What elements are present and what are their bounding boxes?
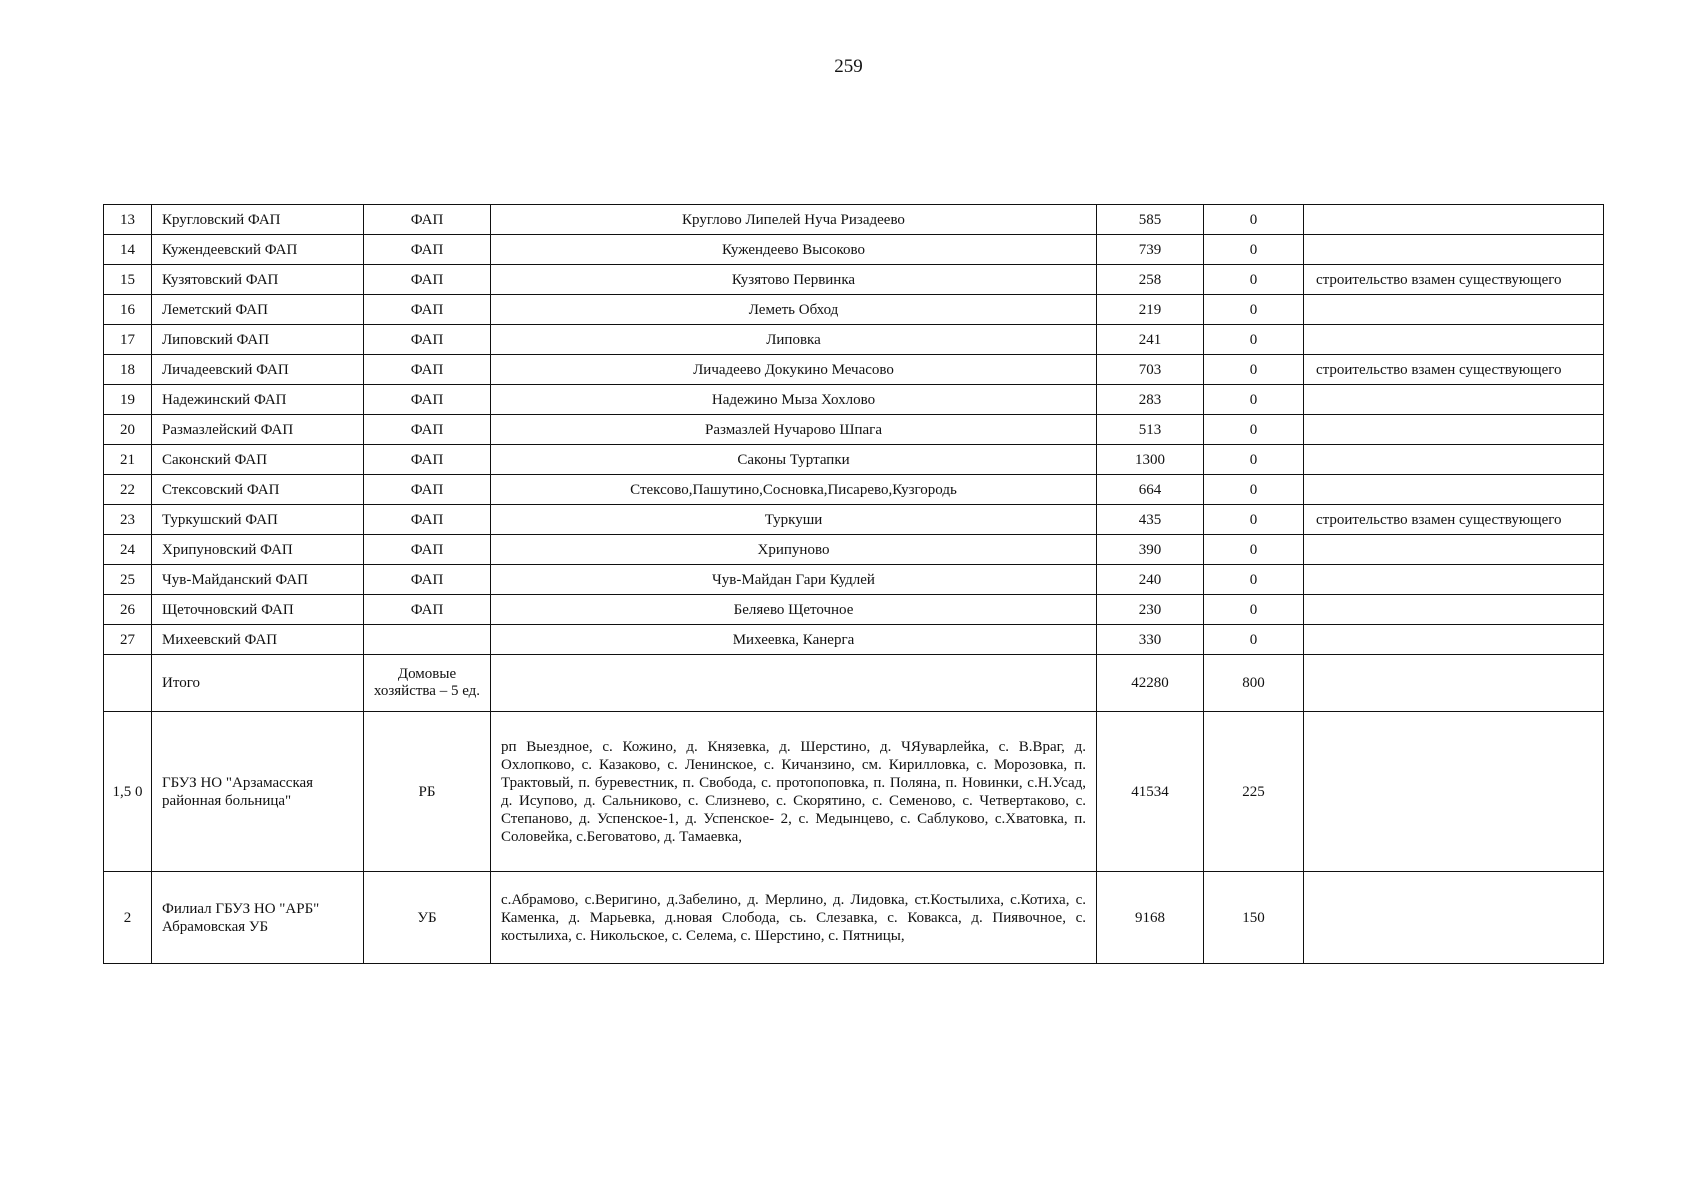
service-area: Кузятово Первинка [491, 265, 1097, 295]
facilities-table [103, 204, 1604, 964]
row-number: 14 [104, 235, 152, 265]
service-area: Размазлей Нучарово Шпага [491, 415, 1097, 445]
facility-type: ФАП [364, 445, 491, 475]
facility-type: ФАП [364, 595, 491, 625]
facility-type: ФАП [364, 565, 491, 595]
facility-type: ФАП [364, 415, 491, 445]
service-area: Леметь Обход [491, 295, 1097, 325]
note [1304, 595, 1604, 625]
table-row [104, 445, 1604, 475]
facility-name: Кужендеевский ФАП [152, 235, 364, 265]
note [1304, 625, 1604, 655]
note [1304, 565, 1604, 595]
facility-name: Чув-Майданский ФАП [152, 565, 364, 595]
total-row [104, 655, 1604, 712]
row-number: 25 [104, 565, 152, 595]
service-area [491, 655, 1097, 712]
row-number: 1,5 0 [104, 712, 152, 872]
capacity: 0 [1204, 505, 1304, 535]
facility-name: Щеточновский ФАП [152, 595, 364, 625]
facility-type: ФАП [364, 205, 491, 235]
row-number: 24 [104, 535, 152, 565]
facility-name: Личадеевский ФАП [152, 355, 364, 385]
population: 664 [1097, 475, 1204, 505]
facility-type [364, 625, 491, 655]
capacity: 0 [1204, 235, 1304, 265]
population: 41534 [1097, 712, 1204, 872]
table-row [104, 535, 1604, 565]
population: 703 [1097, 355, 1204, 385]
branch-row [104, 872, 1604, 964]
facility-type: ФАП [364, 265, 491, 295]
row-number: 20 [104, 415, 152, 445]
total-population: 42280 [1097, 655, 1204, 712]
note [1304, 385, 1604, 415]
table-row [104, 325, 1604, 355]
facility-name: Саконский ФАП [152, 445, 364, 475]
population: 9168 [1097, 872, 1204, 964]
facility-name: Липовский ФАП [152, 325, 364, 355]
facility-name: Хрипуновский ФАП [152, 535, 364, 565]
facility-name: Надежинский ФАП [152, 385, 364, 415]
capacity: 0 [1204, 295, 1304, 325]
note [1304, 445, 1604, 475]
note [1304, 655, 1604, 712]
row-number: 22 [104, 475, 152, 505]
facility-type: ФАП [364, 325, 491, 355]
row-number: 18 [104, 355, 152, 385]
capacity: 0 [1204, 445, 1304, 475]
note [1304, 325, 1604, 355]
service-area: Круглово Липелей Нуча Ризадеево [491, 205, 1097, 235]
facility-type: ФАП [364, 475, 491, 505]
service-area: Липовка [491, 325, 1097, 355]
capacity: 0 [1204, 205, 1304, 235]
population: 241 [1097, 325, 1204, 355]
facility-name: Размазлейский ФАП [152, 415, 364, 445]
population: 230 [1097, 595, 1204, 625]
population: 513 [1097, 415, 1204, 445]
capacity: 0 [1204, 385, 1304, 415]
population: 240 [1097, 565, 1204, 595]
note: строительство взамен существующего [1304, 355, 1604, 385]
table-row [104, 415, 1604, 445]
note: строительство взамен существующего [1304, 505, 1604, 535]
population: 258 [1097, 265, 1204, 295]
table-row [104, 295, 1604, 325]
capacity: 0 [1204, 355, 1304, 385]
note [1304, 535, 1604, 565]
table-row [104, 625, 1604, 655]
table-row [104, 565, 1604, 595]
population: 283 [1097, 385, 1204, 415]
service-area: Саконы Туртапки [491, 445, 1097, 475]
facility-name: Стексовский ФАП [152, 475, 364, 505]
facility-name: Филиал ГБУЗ НО "АРБ" Абрамовская УБ [152, 872, 364, 964]
capacity: 225 [1204, 712, 1304, 872]
population: 435 [1097, 505, 1204, 535]
note [1304, 712, 1604, 872]
table-row [104, 475, 1604, 505]
total-capacity: 800 [1204, 655, 1304, 712]
facility-name: ГБУЗ НО "Арзамасская районная больница" [152, 712, 364, 872]
population: 1300 [1097, 445, 1204, 475]
facility-name: Леметский ФАП [152, 295, 364, 325]
facility-type: ФАП [364, 535, 491, 565]
service-area: Туркуши [491, 505, 1097, 535]
capacity: 0 [1204, 265, 1304, 295]
capacity: 0 [1204, 415, 1304, 445]
table-row [104, 595, 1604, 625]
table-row [104, 265, 1604, 295]
service-area: Кужендеево Высоково [491, 235, 1097, 265]
table-row [104, 505, 1604, 535]
facility-type: РБ [364, 712, 491, 872]
note [1304, 205, 1604, 235]
service-area: Михеевка, Канерга [491, 625, 1097, 655]
facility-type: Домовые хозяйства – 5 ед. [364, 655, 491, 712]
row-number: 21 [104, 445, 152, 475]
facility-name: Кругловский ФАП [152, 205, 364, 235]
facility-type: ФАП [364, 355, 491, 385]
note [1304, 295, 1604, 325]
note [1304, 235, 1604, 265]
row-number: 23 [104, 505, 152, 535]
row-number: 27 [104, 625, 152, 655]
row-number [104, 655, 152, 712]
capacity: 0 [1204, 535, 1304, 565]
facility-type: УБ [364, 872, 491, 964]
note [1304, 475, 1604, 505]
table-row [104, 235, 1604, 265]
row-number: 19 [104, 385, 152, 415]
row-number: 26 [104, 595, 152, 625]
page-number: 259 [834, 56, 863, 77]
facility-name: Михеевский ФАП [152, 625, 364, 655]
population: 219 [1097, 295, 1204, 325]
facility-name: Туркушский ФАП [152, 505, 364, 535]
facility-type: ФАП [364, 235, 491, 265]
facility-name: Кузятовский ФАП [152, 265, 364, 295]
row-number: 13 [104, 205, 152, 235]
capacity: 150 [1204, 872, 1304, 964]
population: 390 [1097, 535, 1204, 565]
service-area: Беляево Щеточное [491, 595, 1097, 625]
capacity: 0 [1204, 475, 1304, 505]
row-number: 17 [104, 325, 152, 355]
capacity: 0 [1204, 595, 1304, 625]
row-number: 2 [104, 872, 152, 964]
population: 330 [1097, 625, 1204, 655]
facility-type: ФАП [364, 295, 491, 325]
population: 739 [1097, 235, 1204, 265]
service-area: с.Абрамово, с.Веригино, д.Забелино, д. Мерлино, д. Лидовка, ст.Костылиха, с.Котиха, с. Каменка, д. Марьевка, д.новая Слобода, сь. Слезавка, с. Ковакса, д. Пиявочное, с. костылиха, с. Никольское, с. Селема, с. Шерстино, с. Пятницы, [491, 872, 1097, 964]
hospital-row [104, 712, 1604, 872]
capacity: 0 [1204, 325, 1304, 355]
table-row [104, 355, 1604, 385]
note: строительство взамен существующего [1304, 265, 1604, 295]
facility-type: ФАП [364, 505, 491, 535]
service-area: Надежино Мыза Хохлово [491, 385, 1097, 415]
row-number: 15 [104, 265, 152, 295]
capacity: 0 [1204, 625, 1304, 655]
service-area: Личадеево Докукино Мечасово [491, 355, 1097, 385]
population: 585 [1097, 205, 1204, 235]
capacity: 0 [1204, 565, 1304, 595]
service-area: рп Выездное, с. Кожино, д. Князевка, д. Шерстино, д. ЧЯуварлейка, с. В.Враг, д. Охлопково, с. Казаково, с. Ленинское, с. Кичанзино, см. Кирилловка, с. Морозовка, п. Трактовый, п. буревестник, п. Свобода, с. протопоповка, п. Поляна, п. Новинки, с.Н.Усад, д. Исупово, д. Сальниково, с. Слизнево, с. Скорятино, с. Семеново, с. Четвертаково, с. Степаново, д. Успенское-1, д. Успенское- 2, с. Медынцево, с. Саблуково, с.Хватовка, п. Соловейка, с.Беговатово, д. Тамаевка, [491, 712, 1097, 872]
note [1304, 872, 1604, 964]
service-area: Хрипуново [491, 535, 1097, 565]
note [1304, 415, 1604, 445]
facility-type: ФАП [364, 385, 491, 415]
row-number: 16 [104, 295, 152, 325]
total-label: Итого [152, 655, 364, 712]
table-row [104, 385, 1604, 415]
service-area: Чув-Майдан Гари Кудлей [491, 565, 1097, 595]
service-area: Стексово,Пашутино,Сосновка,Писарево,Кузгородь [491, 475, 1097, 505]
table-row [104, 205, 1604, 235]
